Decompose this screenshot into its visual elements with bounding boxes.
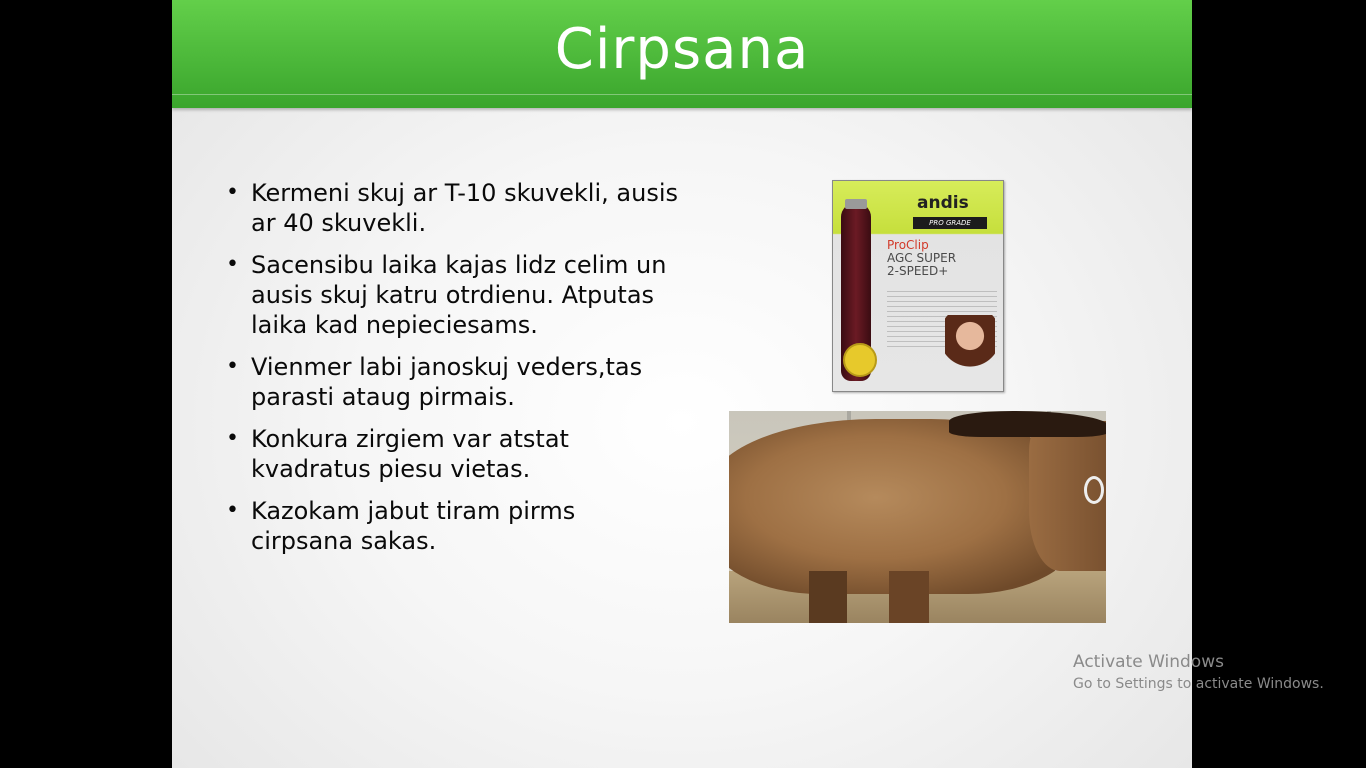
slide-title: Cirpsana [554,17,810,82]
title-bar-sheen [172,94,1192,95]
bullet-marker: • [226,354,239,379]
watermark-title: Activate Windows [1073,652,1224,672]
product-line-3: 2-SPEED+ [887,264,949,278]
bullet-marker: • [226,180,239,205]
brand-logo: andis [917,193,969,213]
title-bar [172,0,1192,108]
model-photo [945,315,995,385]
bullet-marker: • [226,426,239,451]
clipper-product-image [832,180,1004,392]
bullet-marker: • [226,252,239,277]
product-name [887,239,956,278]
halter-ring [1084,476,1104,504]
bullet-item [224,352,684,412]
bullet-text: Vienmer labi janoskuj veders,tas parasti ataug pirmais. [251,353,643,411]
bullet-item [224,178,684,238]
bullet-text: Kazokam jabut tiram pirms cirpsana sakas. [251,497,576,555]
horse-photo [729,411,1106,623]
bullet-marker: • [226,498,239,523]
horse-leg [809,571,847,623]
super-duty-badge [843,343,877,377]
bullet-text: Kermeni skuj ar T-10 skuvekli, ausis ar 40 skuvekli. [251,179,678,237]
horse-mane [949,411,1106,437]
bullet-text: Sacensibu laika kajas lidz celim un ausis skuj katru otrdienu. Atputas laika kad nepieciesams. [251,251,667,339]
bullet-text: Konkura zirgiem var atstat kvadratus piesu vietas. [251,425,569,483]
horse-leg [889,571,929,623]
bullet-item [224,424,684,484]
bullet-item [224,250,684,340]
product-line-1: ProClip [887,238,929,252]
grade-label: PRO GRADE [913,217,987,229]
slide [172,0,1192,768]
product-line-2: AGC SUPER [887,251,957,265]
watermark-subtitle: Go to Settings to activate Windows. [1073,676,1324,692]
horse-body [729,419,1079,594]
bullet-list [224,178,684,568]
bullet-item [224,496,684,556]
clipper-blade [845,199,867,209]
